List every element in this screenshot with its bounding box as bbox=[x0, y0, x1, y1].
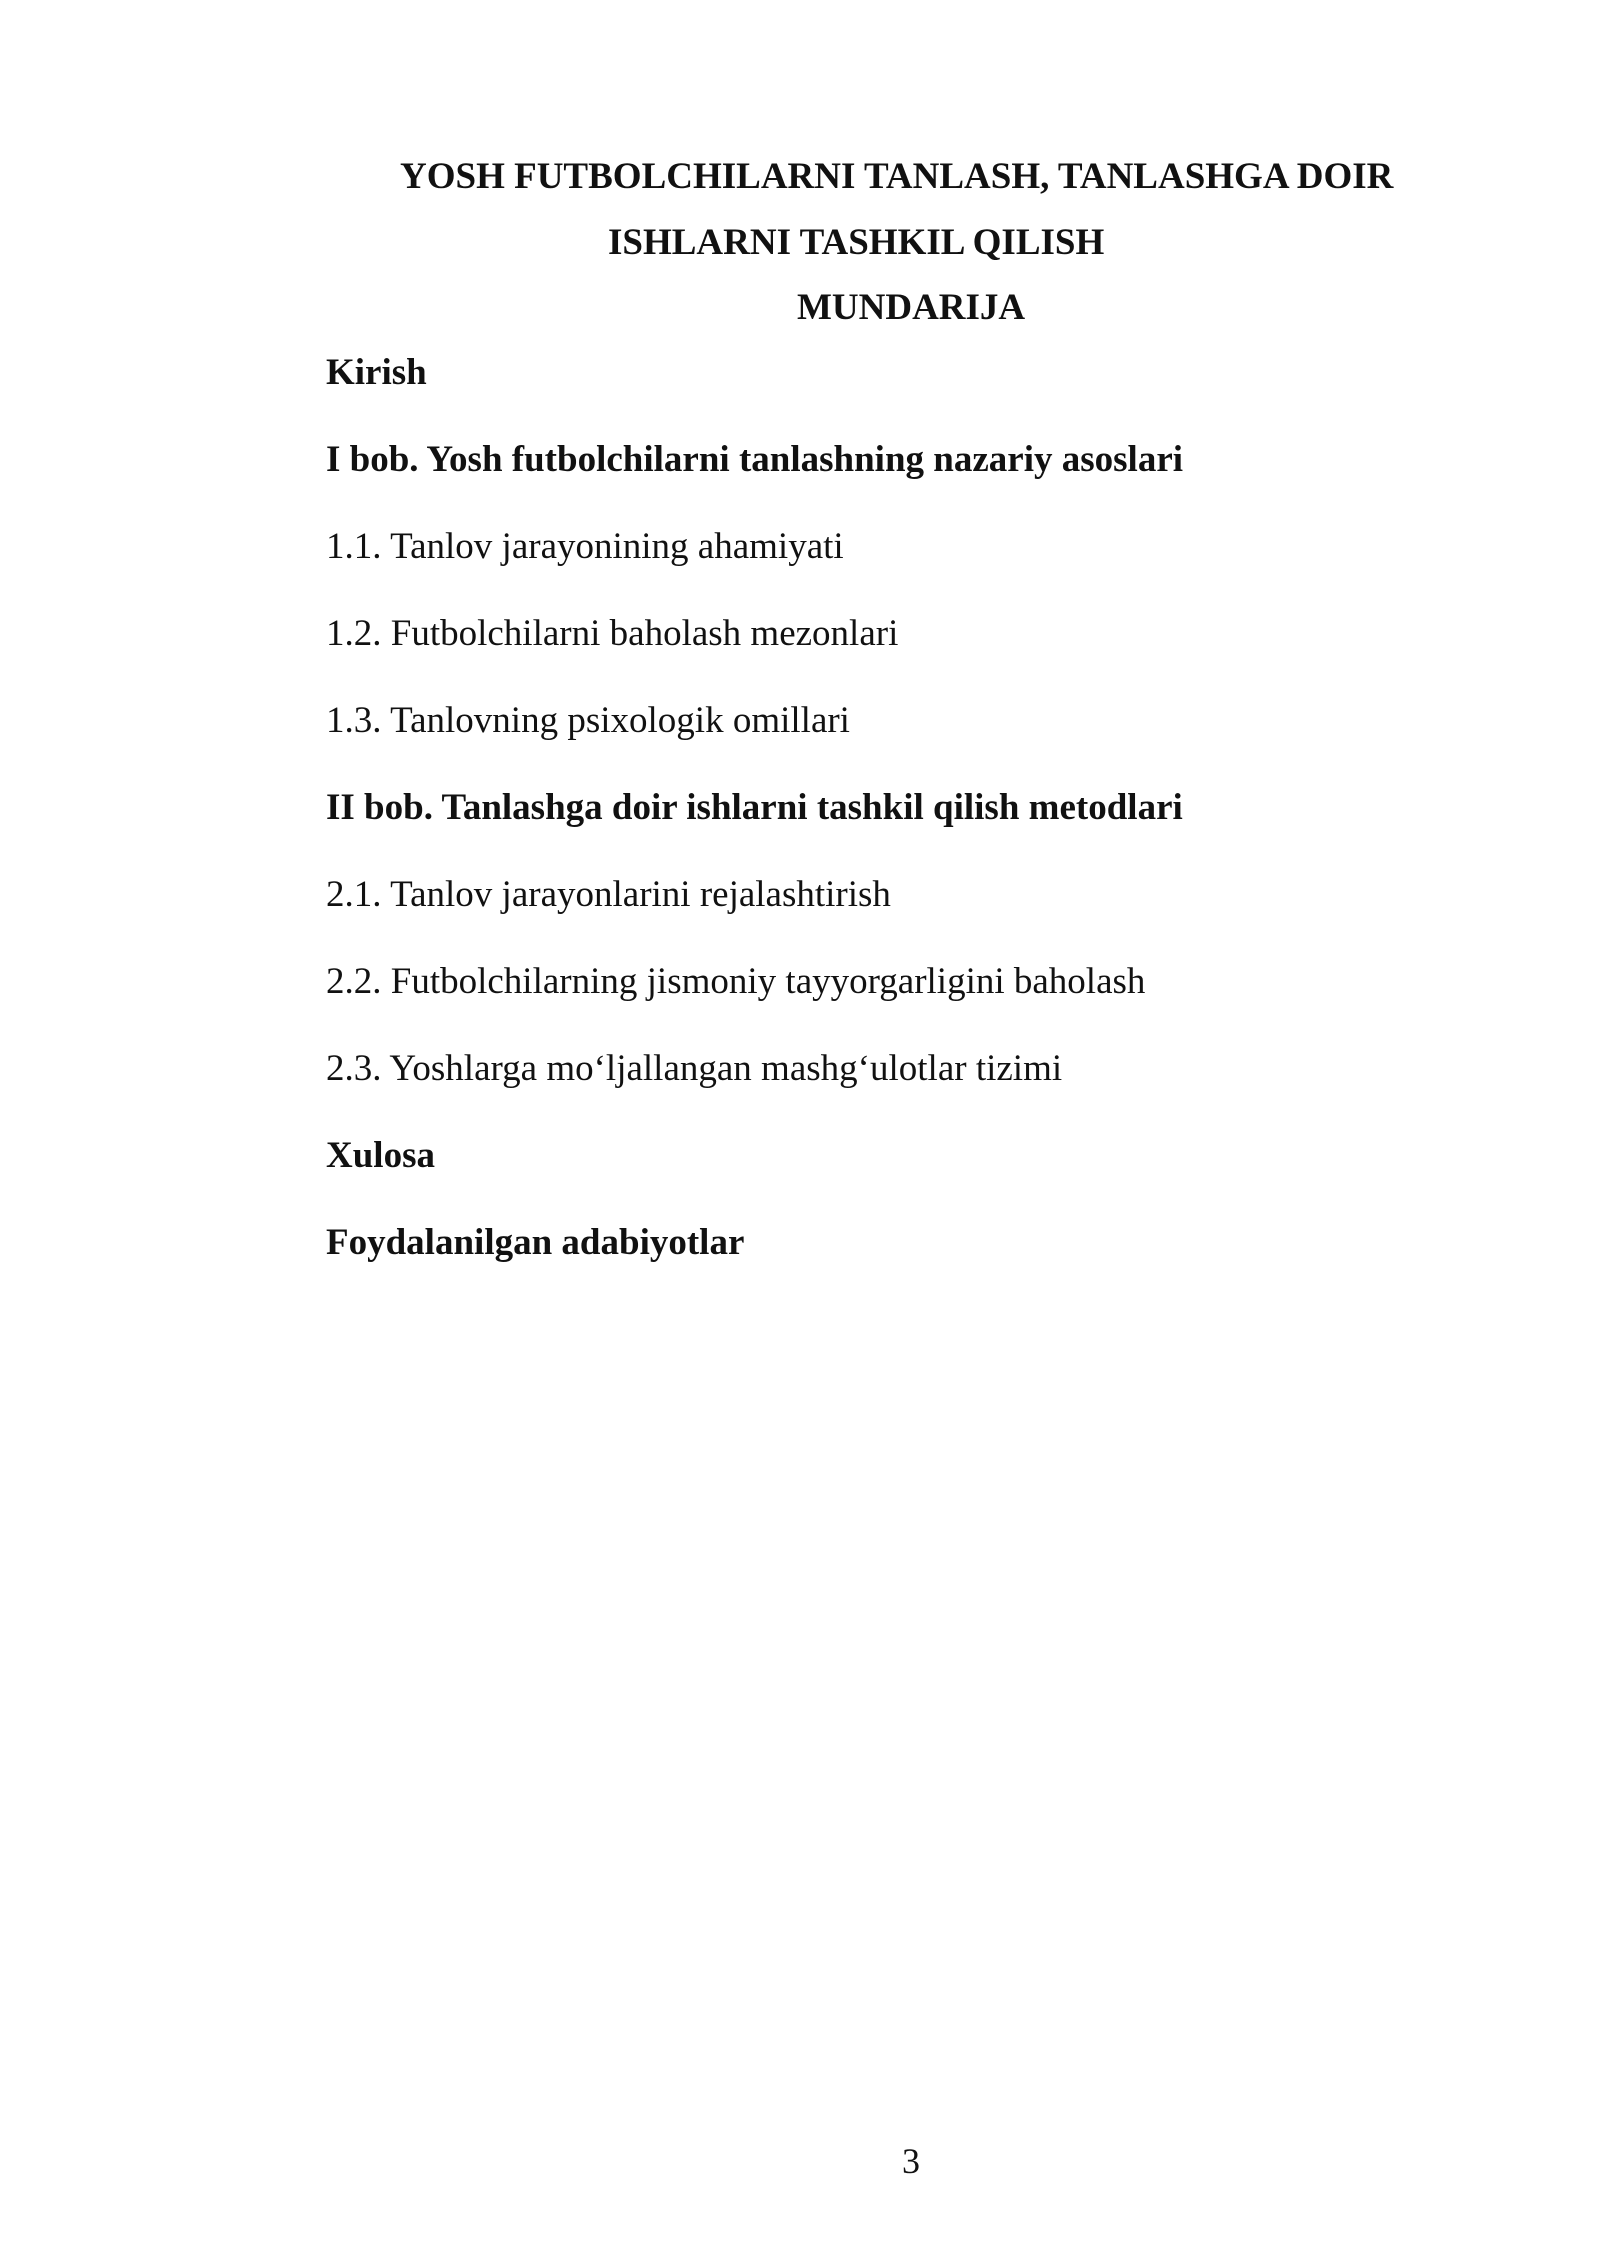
toc-entry-section-1-1: 1.1. Tanlov jarayonining ahamiyati bbox=[326, 526, 844, 567]
document-title-line-1: YOSH FUTBOLCHILARNI TANLASH, TANLASHGA DOIR bbox=[400, 156, 1394, 197]
toc-entry-section-1-2: 1.2. Futbolchilarni baholash mezonlari bbox=[326, 613, 899, 654]
toc-entry-chapter-2: II bob. Tanlashga doir ishlarni tashkil qilish metodlari bbox=[326, 787, 1183, 828]
toc-entry-section-2-2: 2.2. Futbolchilarning jismoniy tayyorgarligini baholash bbox=[326, 961, 1146, 1002]
page-number: 3 bbox=[902, 2141, 920, 2181]
toc-entry-section-2-1: 2.1. Tanlov jarayonlarini rejalashtirish bbox=[326, 874, 891, 915]
toc-entry-introduction: Kirish bbox=[326, 352, 427, 393]
toc-entry-section-2-3: 2.3. Yoshlarga mo‘ljallangan mashg‘ulotlar tizimi bbox=[326, 1048, 1063, 1089]
toc-entry-chapter-1: I bob. Yosh futbolchilarni tanlashning nazariy asoslari bbox=[326, 439, 1184, 480]
document-title-line-2: ISHLARNI TASHKIL QILISH bbox=[608, 222, 1105, 263]
toc-entry-section-1-3: 1.3. Tanlovning psixologik omillari bbox=[326, 700, 850, 741]
toc-entry-conclusion: Xulosa bbox=[326, 1135, 435, 1176]
toc-entry-references: Foydalanilgan adabiyotlar bbox=[326, 1222, 745, 1263]
contents-heading: MUNDARIJA bbox=[797, 287, 1026, 328]
